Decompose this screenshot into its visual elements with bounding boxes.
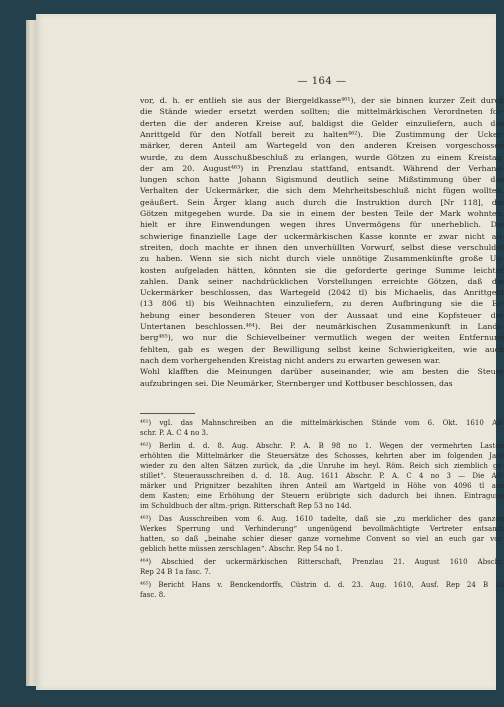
body-line: schwierige finanzielle Lage der uckermärkischen Kasse konnte er zwar nicht ab- (140, 231, 504, 241)
footnote-line: ⁴⁶⁵) Bericht Hans v. Benckendorffs, Cüstrin d. d. 23. Aug. 1610, Ausf. Rep 24 B 1a (140, 581, 504, 589)
body-line: kosten aufgeladen hätten, könnten sie die geforderte geringe Summe leichter (140, 265, 504, 275)
body-line: Untertanen beschlossen.⁴⁶⁴). Bei der neumärkischen Zusammenkunft in Lands- (140, 322, 504, 331)
footnote-line: ⁴⁶¹) vgl. das Mahnschreiben an die mittelmärkischen Stände vom 6. Okt. 1610 Ab- (140, 419, 504, 427)
body-line: fehlten, gab es wegen der Bewilligung selbst keine Schwierigkeiten, wie auch (140, 344, 504, 354)
body-line: Uckermärker beschlossen, das Wartegeld (2042 tl) bis Michaelis, das Anrittgeld (140, 288, 504, 298)
footnote-line: wieder zu den alten Sätzen zurück, da „die Unruhe im heyl. Röm. Reich sich ziemblich ge- (140, 462, 504, 470)
body-line: streiten, doch machte er ihnen den unverhüllten Vorwurf, selbst diese verschuldet (140, 242, 504, 252)
body-line: der am 20. August⁴⁶³) in Prenzlau stattfand, entsandt. Während der Verhand- (140, 163, 504, 173)
body-line: hebung einer besonderen Steuer von der Aussaat und eine Kopfsteuer der (140, 310, 504, 320)
body-line: zu haben. Wenn sie sich nicht durch viele unnötige Zusammenkünfte große Un- (140, 254, 504, 264)
footnote-line: Rep 24 B 1a fasc. 7. (140, 568, 211, 576)
footnote-line: stillet“. Steuerausschreiben d. d. 18. Aug. 1611 Abschr. P. A. C 4 no 3 — Die Alt- (140, 472, 504, 480)
footnote-line: ⁴⁶²) Berlin d. d. 8. Aug. Abschr. P. A. B 98 no 1. Wegen der vermehrten Lasten (140, 442, 504, 450)
body-line: wurde, zu dem Ausschußbeschluß zu erlangen, wurde Götzen zu einem Kreistag, (140, 152, 504, 162)
body-line: hielt er ihre Einwendungen wegen ihres Unvermögens für unerheblich. Die (140, 220, 504, 230)
body-line: die Stände wieder ersetzt werden sollten; die mittelmärkischen Verordneten for- (140, 107, 504, 117)
body-line: zahlen. Dank seiner nachdrücklichen Vorstellungen erreichte Götzen, daß die (140, 276, 504, 286)
body-line: nach dem vorhergehenden Kreistag nicht anders zu erwarten gewesen war. (140, 355, 441, 365)
footnote-line: märker und Prignitzer bezahlten ihren Anteil am Wartgeld in Höhe von 4096 tl aus (140, 482, 504, 490)
footnote-line: fasc. 8. (140, 591, 166, 599)
body-line: Wohl klafften die Meinungen darüber auseinander, wie am besten die Steuer (140, 367, 504, 377)
footnote-line: im Schuldbuch der altm.-prign. Ritterschaft Rep 53 no 14d. (140, 502, 352, 510)
book-page (36, 14, 504, 690)
footnote-line: Werkes Sperrung und Verhinderung“ ungenügend bevollmächtigte Vertreter entsandt (140, 525, 504, 533)
footnote-line: ⁴⁶³) Das Ausschreiben vom 6. Aug. 1610 tadelte, daß sie „zu merklicher des ganzen (140, 515, 504, 523)
body-line: lungen schon hatte Johann Sigismund deutlich seine Mißstimmung über das (140, 175, 504, 185)
body-line: vor, d. h. er entlieh sie aus der Biergeldkasse⁴⁶¹), der sie binnen kurzer Zeit durch (140, 96, 504, 105)
footnote-line: erhöhten die Mittelmärker die Steuersätze des Schosses, kehrten aber im folgenden Jahr (140, 452, 504, 460)
footnote-line: hatten, so daß „beinahe schier dieser ganze vornehme Convent so viel an euch gar vor- (140, 535, 504, 543)
body-line: märker, deren Anteil am Wartegeld von den anderen Kreisen vorgeschossen (140, 141, 504, 151)
footnote-line: schr. P. A. C 4 no 3. (140, 429, 209, 437)
body-line: Anrittgeld für den Notfall bereit zu halten⁴⁶²). Die Zustimmung der Ucker- (140, 129, 504, 139)
body-line: Verhalten der Uckermärker, die sich dem Mehrheitsbeschluß nicht fügen wollten, (140, 186, 504, 196)
body-line: Götzen mitgegeben wurde. Da sie in einem der besten Teile der Mark wohnten, (140, 209, 504, 218)
body-line: (13 806 tl) bis Weihnachten einzuliefern, zu deren Aufbringung sie die Er- (140, 299, 504, 309)
footnote-line: geblich hette müssen zerschlagen“. Abschr. Rep 54 no 1. (140, 545, 343, 553)
body-line: derten die der anderen Kreise auf, baldigst die Gelder einzuliefern, auch das (140, 118, 504, 128)
body-line: geäußert. Sein Ärger klang auch durch die Instruktion durch [Nr 118], die (140, 197, 504, 207)
footnote-line: ⁴⁶⁴) Abschied der uckermärkischen Ritterschaft, Prenzlau 21. August 1610 Abschr. (140, 558, 504, 566)
body-line: berg⁴⁶⁵), wo nur die Schievelbeiner vermutlich wegen der weiten Entfernung (140, 333, 504, 343)
footnote-line: dem Kasten; eine Erhöhung der Steuern erübrigte sich dadurch bei ihnen. Eintragung (140, 492, 504, 500)
page-number: — 164 — (297, 76, 347, 87)
body-line: aufzubringen sei. Die Neumärker, Sternberger und Kottbuser beschlossen, das (140, 378, 453, 388)
footnote-rule (140, 413, 195, 414)
